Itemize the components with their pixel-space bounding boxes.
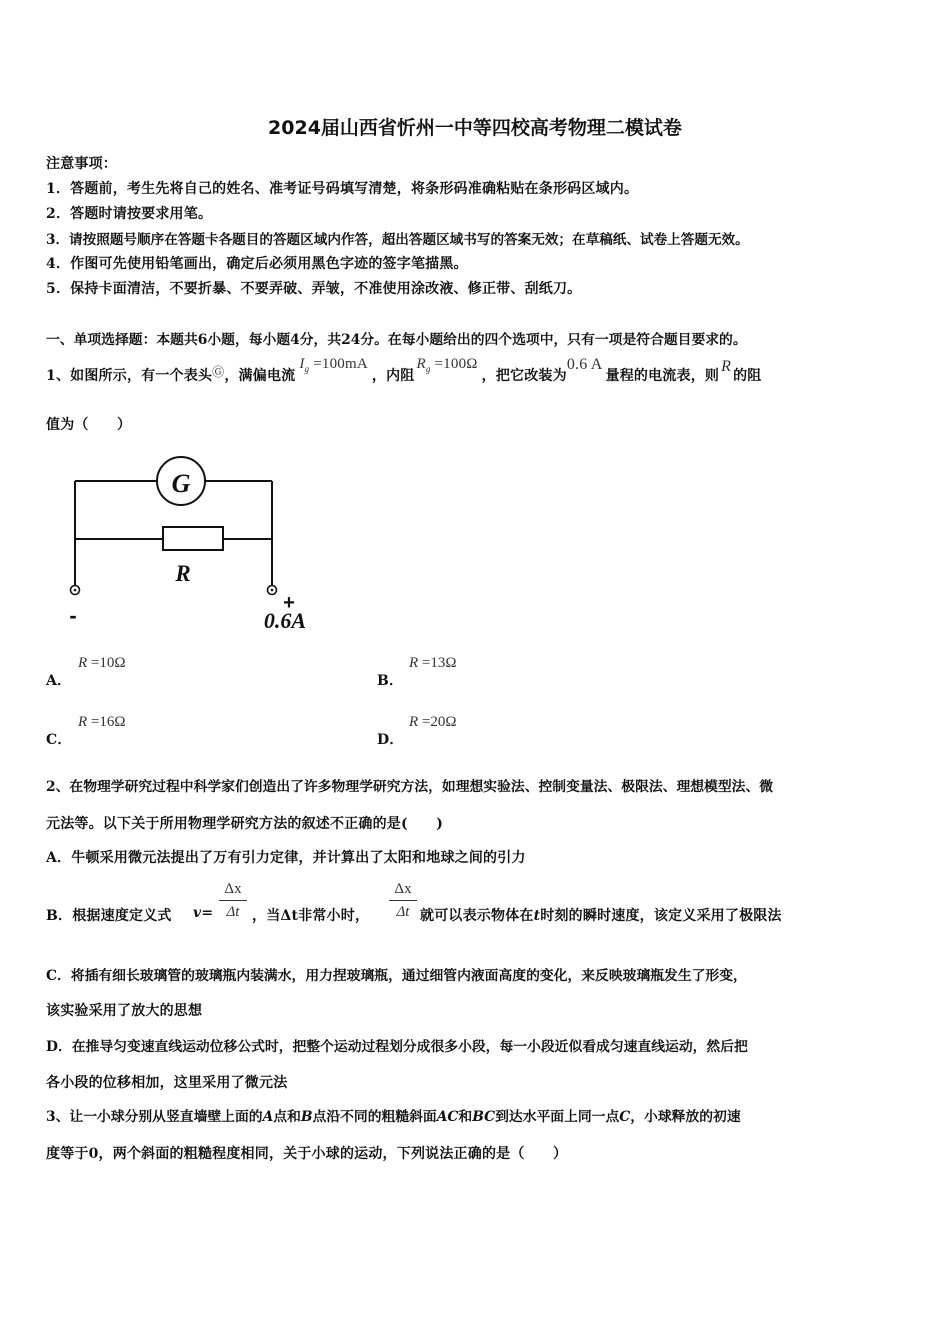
q3-stem-line1: 3、让一小球分别从竖直墙壁上面的A点和B点沿不同的粗糙斜面AC和BC到达水平面上同一点C，小球释放的初速 bbox=[46, 1109, 741, 1125]
notice-item: 5．保持卡面清洁，不要折暴、不要弄破、弄皱，不准使用涂改液、修正带、刮纸刀。 bbox=[46, 281, 582, 297]
fraction-numerator: Δx bbox=[224, 881, 242, 897]
q2-option-c-line2: 该实验采用了放大的思想 bbox=[46, 1003, 203, 1019]
q2-option-a: A．牛顿采用微元法提出了万有引力定律，并计算出了太阳和地球之间的引力 bbox=[46, 850, 526, 866]
section-heading: 一、单项选择题：本题共6小题，每小题4分，共24分。在每小题给出的四个选项中，只有一项是符合题目要求的。 bbox=[46, 332, 747, 348]
option-b-letter: B． bbox=[377, 673, 404, 689]
formula-range: 0.6 A bbox=[566, 356, 603, 373]
q1-text: 1、如图所示，有一个表头 bbox=[46, 368, 213, 384]
q3-stem-line2: 度等于0，两个斜面的粗糙程度相同，关于小球的运动，下列说法正确的是（ ） bbox=[46, 1146, 568, 1162]
q1-text: ，内阻 bbox=[371, 368, 415, 384]
circuit-diagram bbox=[60, 455, 330, 640]
option-c-letter: C． bbox=[46, 732, 72, 748]
q1-text: ，满偏电流 bbox=[224, 368, 296, 384]
page-title: 2024届山西省忻州一中等四校高考物理二模试卷 bbox=[268, 117, 682, 139]
fraction-dx-dt bbox=[219, 880, 247, 921]
q2-option-c-line1: C．将插有细长玻璃管的玻璃瓶内装满水，用力捏玻璃瓶，通过细管内液面高度的变化，来反映玻璃瓶发生了形变， bbox=[46, 968, 747, 984]
minus-label: - bbox=[69, 603, 77, 628]
option-d-formula: R =20Ω bbox=[409, 714, 457, 730]
fraction-dx-dt bbox=[389, 880, 417, 921]
notice-item: 4．作图可先使用铅笔画出，确定后必须用黑色字迹的签字笔描黑。 bbox=[46, 256, 468, 272]
notice-item: 2．答题时请按要求用笔。 bbox=[46, 206, 213, 222]
q2-option-b-part: ，当Δt非常小时， bbox=[252, 908, 370, 924]
q1-stem-line1 bbox=[46, 356, 762, 392]
terminal-dot bbox=[74, 589, 77, 592]
notice-heading: 注意事项： bbox=[46, 156, 117, 172]
q2-stem-line2: 元法等。以下关于所用物理学研究方法的叙述不正确的是( ) bbox=[46, 816, 444, 832]
option-c-formula: R =16Ω bbox=[78, 714, 126, 730]
plus-label: + bbox=[283, 592, 295, 614]
resistor-label: R bbox=[175, 561, 191, 586]
q1-text: ，把它改装为 bbox=[481, 368, 567, 384]
option-a-formula: R =10Ω bbox=[78, 655, 126, 671]
q2-option-b-v: v= bbox=[193, 905, 214, 921]
q2-option-b-part: 就可以表示物体在t时刻的瞬时速度，该定义采用了极限法 bbox=[420, 908, 782, 924]
q2-stem-line1: 2、在物理学研究过程中科学家们创造出了许多物理学研究方法，如理想实验法、控制变量法、极限法、理想模型法、微 bbox=[46, 779, 774, 795]
galvanometer-symbol: Ⓖ bbox=[212, 365, 225, 379]
formula-ig: $I_g =100mA$ bbox=[299, 356, 368, 374]
q2-option-d-line2: 各小段的位移相加，这里采用了微元法 bbox=[46, 1075, 288, 1091]
q2-option-d-line1: D．在推导匀变速直线运动位移公式时，把整个运动过程划分成很多小段，每一小段近似看成匀速直线运动，然后把 bbox=[46, 1039, 748, 1055]
fraction-denominator: Δt bbox=[396, 904, 410, 920]
option-a-letter: A． bbox=[46, 673, 72, 689]
notice-item: 3．请按照题号顺序在答题卡各题目的答题区域内作答，超出答题区域书写的答案无效；在草稿纸、试卷上答题无效。 bbox=[46, 232, 749, 248]
formula-rg: $R_g =100\Omega$ bbox=[416, 356, 478, 374]
terminal-dot bbox=[271, 589, 274, 592]
option-b-formula: R =13Ω bbox=[409, 655, 457, 671]
fraction-denominator: Δt bbox=[226, 904, 240, 920]
notice-item: 1．答题前，考生先将自己的姓名、准考证号码填写清楚，将条形码准确粘贴在条形码区域内。 bbox=[46, 181, 639, 197]
q1-stem-line2: 值为（ ） bbox=[46, 417, 132, 433]
resistor-box bbox=[163, 527, 223, 550]
fraction-bar bbox=[219, 900, 247, 901]
fraction-numerator: Δx bbox=[394, 881, 412, 897]
option-d-letter: D． bbox=[377, 732, 404, 748]
q2-option-b-part: B．根据速度定义式 bbox=[46, 908, 172, 924]
fraction-bar bbox=[389, 900, 417, 901]
q1-text: 的阻 bbox=[733, 368, 762, 384]
terminal-value-label: 0.6A bbox=[263, 608, 307, 633]
q1-text: 量程的电流表，则 bbox=[605, 368, 720, 384]
formula-r: R bbox=[721, 358, 732, 375]
galvanometer-label: G bbox=[171, 469, 191, 498]
